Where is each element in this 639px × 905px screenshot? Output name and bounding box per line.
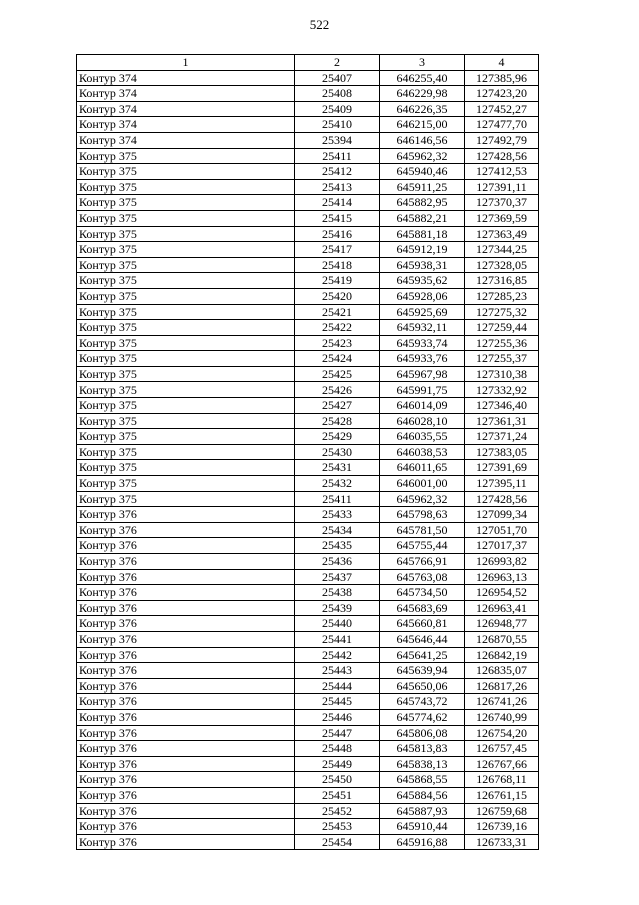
table-row <box>77 554 539 570</box>
y-coordinate-cell: 127395,11 <box>465 476 539 492</box>
contour-name-cell: Контур 376 <box>77 787 295 803</box>
point-number-cell: 25453 <box>295 819 380 835</box>
point-number-cell: 25421 <box>295 304 380 320</box>
table-row <box>77 538 539 554</box>
table-row <box>77 101 539 117</box>
x-coordinate-cell: 646255,40 <box>380 70 465 86</box>
table-row <box>77 429 539 445</box>
point-number-cell: 25410 <box>295 117 380 133</box>
x-coordinate-cell: 645882,21 <box>380 210 465 226</box>
x-coordinate-cell: 645962,32 <box>380 148 465 164</box>
x-coordinate-cell: 646001,00 <box>380 476 465 492</box>
point-number-cell: 25413 <box>295 179 380 195</box>
y-coordinate-cell: 126741,26 <box>465 694 539 710</box>
contour-name-cell: Контур 375 <box>77 382 295 398</box>
x-coordinate-cell: 645798,63 <box>380 507 465 523</box>
y-coordinate-cell: 126761,15 <box>465 787 539 803</box>
y-coordinate-cell: 127363,49 <box>465 226 539 242</box>
table-row <box>77 663 539 679</box>
point-number-cell: 25411 <box>295 491 380 507</box>
x-coordinate-cell: 646011,65 <box>380 460 465 476</box>
y-coordinate-cell: 126835,07 <box>465 663 539 679</box>
x-coordinate-cell: 645660,81 <box>380 616 465 632</box>
contour-name-cell: Контур 374 <box>77 86 295 102</box>
contour-name-cell: Контур 376 <box>77 522 295 538</box>
point-number-cell: 25436 <box>295 554 380 570</box>
y-coordinate-cell: 126993,82 <box>465 554 539 570</box>
y-coordinate-cell: 127477,70 <box>465 117 539 133</box>
point-number-cell: 25424 <box>295 351 380 367</box>
contour-name-cell: Контур 376 <box>77 803 295 819</box>
point-number-cell: 25430 <box>295 444 380 460</box>
y-coordinate-cell: 126948,77 <box>465 616 539 632</box>
x-coordinate-cell: 645641,25 <box>380 647 465 663</box>
x-coordinate-cell: 646038,53 <box>380 444 465 460</box>
contour-name-cell: Контур 375 <box>77 304 295 320</box>
contour-name-cell: Контур 376 <box>77 678 295 694</box>
point-number-cell: 25450 <box>295 772 380 788</box>
table-row <box>77 756 539 772</box>
point-number-cell: 25440 <box>295 616 380 632</box>
contour-name-cell: Контур 375 <box>77 164 295 180</box>
table-row <box>77 741 539 757</box>
point-number-cell: 25446 <box>295 709 380 725</box>
contour-name-cell: Контур 374 <box>77 117 295 133</box>
point-number-cell: 25447 <box>295 725 380 741</box>
y-coordinate-cell: 127361,31 <box>465 413 539 429</box>
point-number-cell: 25417 <box>295 242 380 258</box>
point-number-cell: 25437 <box>295 569 380 585</box>
point-number-cell: 25435 <box>295 538 380 554</box>
y-coordinate-cell: 127255,37 <box>465 351 539 367</box>
y-coordinate-cell: 127383,05 <box>465 444 539 460</box>
point-number-cell: 25423 <box>295 335 380 351</box>
x-coordinate-cell: 645991,75 <box>380 382 465 398</box>
y-coordinate-cell: 126740,99 <box>465 709 539 725</box>
contour-name-cell: Контур 375 <box>77 195 295 211</box>
contour-name-cell: Контур 375 <box>77 257 295 273</box>
y-coordinate-cell: 126954,52 <box>465 585 539 601</box>
contour-name-cell: Контур 375 <box>77 398 295 414</box>
table-row <box>77 413 539 429</box>
table-row <box>77 210 539 226</box>
point-number-cell: 25441 <box>295 631 380 647</box>
x-coordinate-cell: 645766,91 <box>380 554 465 570</box>
point-number-cell: 25422 <box>295 320 380 336</box>
point-number-cell: 25415 <box>295 210 380 226</box>
y-coordinate-cell: 126963,13 <box>465 569 539 585</box>
table-row <box>77 678 539 694</box>
table-row <box>77 585 539 601</box>
table-row <box>77 382 539 398</box>
table-row <box>77 522 539 538</box>
table-row <box>77 709 539 725</box>
x-coordinate-cell: 646215,00 <box>380 117 465 133</box>
y-coordinate-cell: 127452,27 <box>465 101 539 117</box>
contour-name-cell: Контур 376 <box>77 600 295 616</box>
contour-name-cell: Контур 375 <box>77 335 295 351</box>
table-row <box>77 803 539 819</box>
contour-name-cell: Контур 376 <box>77 725 295 741</box>
table-row <box>77 725 539 741</box>
table-row <box>77 491 539 507</box>
y-coordinate-cell: 127492,79 <box>465 132 539 148</box>
y-coordinate-cell: 126754,20 <box>465 725 539 741</box>
contour-name-cell: Контур 376 <box>77 554 295 570</box>
table-row <box>77 195 539 211</box>
table-row <box>77 600 539 616</box>
x-coordinate-cell: 645646,44 <box>380 631 465 647</box>
table-row <box>77 444 539 460</box>
x-coordinate-cell: 645734,50 <box>380 585 465 601</box>
contour-name-cell: Контур 375 <box>77 210 295 226</box>
table-row <box>77 304 539 320</box>
table-row <box>77 257 539 273</box>
y-coordinate-cell: 127259,44 <box>465 320 539 336</box>
x-coordinate-cell: 645639,94 <box>380 663 465 679</box>
y-coordinate-cell: 127310,38 <box>465 366 539 382</box>
y-coordinate-cell: 126842,19 <box>465 647 539 663</box>
contour-name-cell: Контур 375 <box>77 366 295 382</box>
point-number-cell: 25438 <box>295 585 380 601</box>
contour-name-cell: Контур 376 <box>77 647 295 663</box>
contour-name-cell: Контур 375 <box>77 148 295 164</box>
y-coordinate-cell: 126757,45 <box>465 741 539 757</box>
point-number-cell: 25449 <box>295 756 380 772</box>
point-number-cell: 25425 <box>295 366 380 382</box>
x-coordinate-cell: 645650,06 <box>380 678 465 694</box>
column-header-3: 3 <box>380 55 465 71</box>
column-header-2: 2 <box>295 55 380 71</box>
x-coordinate-cell: 645962,32 <box>380 491 465 507</box>
x-coordinate-cell: 645884,56 <box>380 787 465 803</box>
x-coordinate-cell: 646229,98 <box>380 86 465 102</box>
contour-name-cell: Контур 376 <box>77 538 295 554</box>
contour-name-cell: Контур 374 <box>77 101 295 117</box>
y-coordinate-cell: 127385,96 <box>465 70 539 86</box>
table-row <box>77 460 539 476</box>
point-number-cell: 25418 <box>295 257 380 273</box>
y-coordinate-cell: 126817,26 <box>465 678 539 694</box>
table-row <box>77 288 539 304</box>
contour-name-cell: Контур 375 <box>77 460 295 476</box>
table-row <box>77 273 539 289</box>
y-coordinate-cell: 127316,85 <box>465 273 539 289</box>
point-number-cell: 25419 <box>295 273 380 289</box>
y-coordinate-cell: 127428,56 <box>465 148 539 164</box>
y-coordinate-cell: 127391,11 <box>465 179 539 195</box>
contour-name-cell: Контур 375 <box>77 476 295 492</box>
contour-name-cell: Контур 376 <box>77 569 295 585</box>
y-coordinate-cell: 127328,05 <box>465 257 539 273</box>
table-row <box>77 351 539 367</box>
x-coordinate-cell: 645813,83 <box>380 741 465 757</box>
point-number-cell: 25420 <box>295 288 380 304</box>
table-row <box>77 86 539 102</box>
contour-name-cell: Контур 376 <box>77 709 295 725</box>
contour-name-cell: Контур 375 <box>77 226 295 242</box>
x-coordinate-cell: 646014,09 <box>380 398 465 414</box>
table-row <box>77 569 539 585</box>
table-row <box>77 320 539 336</box>
x-coordinate-cell: 645916,88 <box>380 834 465 850</box>
contour-name-cell: Контур 375 <box>77 429 295 445</box>
y-coordinate-cell: 127428,56 <box>465 491 539 507</box>
x-coordinate-cell: 645940,46 <box>380 164 465 180</box>
point-number-cell: 25442 <box>295 647 380 663</box>
y-coordinate-cell: 127391,69 <box>465 460 539 476</box>
contour-name-cell: Контур 376 <box>77 585 295 601</box>
point-number-cell: 25411 <box>295 148 380 164</box>
contour-name-cell: Контур 375 <box>77 179 295 195</box>
contour-name-cell: Контур 376 <box>77 834 295 850</box>
y-coordinate-cell: 126870,55 <box>465 631 539 647</box>
table-header-row <box>77 55 539 71</box>
point-number-cell: 25433 <box>295 507 380 523</box>
y-coordinate-cell: 127099,34 <box>465 507 539 523</box>
point-number-cell: 25407 <box>295 70 380 86</box>
x-coordinate-cell: 645806,08 <box>380 725 465 741</box>
point-number-cell: 25431 <box>295 460 380 476</box>
y-coordinate-cell: 127344,25 <box>465 242 539 258</box>
contour-name-cell: Контур 376 <box>77 756 295 772</box>
y-coordinate-cell: 126768,11 <box>465 772 539 788</box>
point-number-cell: 25434 <box>295 522 380 538</box>
table-row <box>77 647 539 663</box>
x-coordinate-cell: 645933,74 <box>380 335 465 351</box>
x-coordinate-cell: 645781,50 <box>380 522 465 538</box>
point-number-cell: 25412 <box>295 164 380 180</box>
contour-name-cell: Контур 375 <box>77 288 295 304</box>
table-row <box>77 132 539 148</box>
x-coordinate-cell: 645938,31 <box>380 257 465 273</box>
point-number-cell: 25414 <box>295 195 380 211</box>
contour-name-cell: Контур 375 <box>77 351 295 367</box>
x-coordinate-cell: 645932,11 <box>380 320 465 336</box>
point-number-cell: 25432 <box>295 476 380 492</box>
table-row <box>77 819 539 835</box>
x-coordinate-cell: 645933,76 <box>380 351 465 367</box>
table-row <box>77 398 539 414</box>
table-row <box>77 242 539 258</box>
table-row <box>77 148 539 164</box>
table-row <box>77 476 539 492</box>
table-body <box>77 70 539 850</box>
x-coordinate-cell: 646035,55 <box>380 429 465 445</box>
table-row <box>77 772 539 788</box>
contour-name-cell: Контур 375 <box>77 491 295 507</box>
point-number-cell: 25416 <box>295 226 380 242</box>
table-row <box>77 787 539 803</box>
x-coordinate-cell: 645683,69 <box>380 600 465 616</box>
x-coordinate-cell: 645887,93 <box>380 803 465 819</box>
contour-name-cell: Контур 374 <box>77 132 295 148</box>
y-coordinate-cell: 127346,40 <box>465 398 539 414</box>
x-coordinate-cell: 646146,56 <box>380 132 465 148</box>
column-header-4: 4 <box>465 55 539 71</box>
x-coordinate-cell: 645882,95 <box>380 195 465 211</box>
y-coordinate-cell: 126767,66 <box>465 756 539 772</box>
x-coordinate-cell: 645774,62 <box>380 709 465 725</box>
contour-name-cell: Контур 375 <box>77 413 295 429</box>
contour-name-cell: Контур 374 <box>77 70 295 86</box>
coordinates-table <box>76 54 539 850</box>
table-row <box>77 694 539 710</box>
y-coordinate-cell: 127412,53 <box>465 164 539 180</box>
y-coordinate-cell: 127051,70 <box>465 522 539 538</box>
point-number-cell: 25439 <box>295 600 380 616</box>
point-number-cell: 25445 <box>295 694 380 710</box>
contour-name-cell: Контур 376 <box>77 694 295 710</box>
y-coordinate-cell: 127255,36 <box>465 335 539 351</box>
table-row <box>77 226 539 242</box>
point-number-cell: 25454 <box>295 834 380 850</box>
point-number-cell: 25409 <box>295 101 380 117</box>
point-number-cell: 25448 <box>295 741 380 757</box>
contour-name-cell: Контур 375 <box>77 320 295 336</box>
y-coordinate-cell: 126963,41 <box>465 600 539 616</box>
contour-name-cell: Контур 376 <box>77 663 295 679</box>
x-coordinate-cell: 645910,44 <box>380 819 465 835</box>
x-coordinate-cell: 645868,55 <box>380 772 465 788</box>
point-number-cell: 25427 <box>295 398 380 414</box>
x-coordinate-cell: 646028,10 <box>380 413 465 429</box>
contour-name-cell: Контур 376 <box>77 819 295 835</box>
point-number-cell: 25429 <box>295 429 380 445</box>
x-coordinate-cell: 645928,06 <box>380 288 465 304</box>
contour-name-cell: Контур 376 <box>77 772 295 788</box>
y-coordinate-cell: 127017,37 <box>465 538 539 554</box>
y-coordinate-cell: 127370,37 <box>465 195 539 211</box>
table-row <box>77 335 539 351</box>
x-coordinate-cell: 645911,25 <box>380 179 465 195</box>
x-coordinate-cell: 645763,08 <box>380 569 465 585</box>
contour-name-cell: Контур 375 <box>77 242 295 258</box>
contour-name-cell: Контур 375 <box>77 444 295 460</box>
table-row <box>77 70 539 86</box>
y-coordinate-cell: 126733,31 <box>465 834 539 850</box>
table-row <box>77 366 539 382</box>
point-number-cell: 25451 <box>295 787 380 803</box>
y-coordinate-cell: 126759,68 <box>465 803 539 819</box>
contour-name-cell: Контур 375 <box>77 273 295 289</box>
y-coordinate-cell: 127332,92 <box>465 382 539 398</box>
point-number-cell: 25452 <box>295 803 380 819</box>
y-coordinate-cell: 127285,23 <box>465 288 539 304</box>
table-row <box>77 616 539 632</box>
y-coordinate-cell: 127371,24 <box>465 429 539 445</box>
y-coordinate-cell: 127423,20 <box>465 86 539 102</box>
point-number-cell: 25428 <box>295 413 380 429</box>
x-coordinate-cell: 645838,13 <box>380 756 465 772</box>
table-row <box>77 179 539 195</box>
x-coordinate-cell: 646226,35 <box>380 101 465 117</box>
x-coordinate-cell: 645935,62 <box>380 273 465 289</box>
x-coordinate-cell: 645967,98 <box>380 366 465 382</box>
contour-name-cell: Контур 376 <box>77 616 295 632</box>
x-coordinate-cell: 645743,72 <box>380 694 465 710</box>
table-row <box>77 631 539 647</box>
table-row <box>77 834 539 850</box>
table-row <box>77 507 539 523</box>
page-number: 522 <box>309 17 330 32</box>
table-row <box>77 164 539 180</box>
y-coordinate-cell: 127275,32 <box>465 304 539 320</box>
table-row <box>77 117 539 133</box>
point-number-cell: 25444 <box>295 678 380 694</box>
y-coordinate-cell: 126739,16 <box>465 819 539 835</box>
point-number-cell: 25408 <box>295 86 380 102</box>
contour-name-cell: Контур 376 <box>77 631 295 647</box>
column-header-1: 1 <box>77 55 295 71</box>
contour-name-cell: Контур 376 <box>77 507 295 523</box>
x-coordinate-cell: 645755,44 <box>380 538 465 554</box>
x-coordinate-cell: 645881,18 <box>380 226 465 242</box>
point-number-cell: 25426 <box>295 382 380 398</box>
x-coordinate-cell: 645925,69 <box>380 304 465 320</box>
contour-name-cell: Контур 376 <box>77 741 295 757</box>
point-number-cell: 25394 <box>295 132 380 148</box>
point-number-cell: 25443 <box>295 663 380 679</box>
y-coordinate-cell: 127369,59 <box>465 210 539 226</box>
x-coordinate-cell: 645912,19 <box>380 242 465 258</box>
